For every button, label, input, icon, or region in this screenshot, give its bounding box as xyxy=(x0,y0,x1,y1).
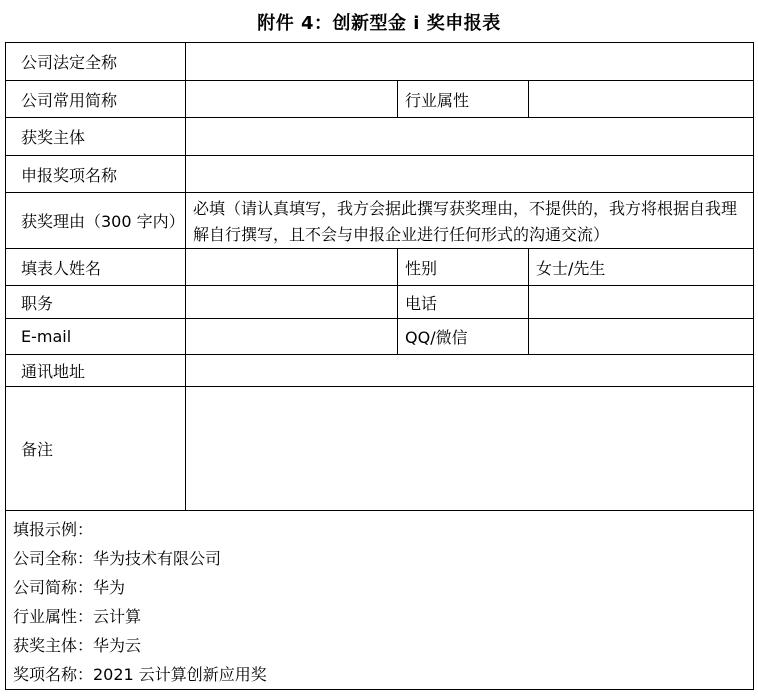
industry-input-cell[interactable] xyxy=(529,81,754,118)
example-heading: 填报示例： xyxy=(13,520,94,539)
position-input-cell[interactable] xyxy=(186,286,398,319)
page-title: 附件 4：创新型金 i 奖申报表 xyxy=(257,13,501,34)
filler-name-input-cell[interactable] xyxy=(186,249,398,286)
row-award-name xyxy=(6,156,754,193)
company-full-name-input-cell[interactable] xyxy=(186,43,754,81)
award-name-input-cell[interactable] xyxy=(186,156,754,193)
company-short-name-input-cell[interactable] xyxy=(186,81,398,118)
qq-wechat-label: QQ/微信 xyxy=(398,319,529,355)
phone-input-cell[interactable] xyxy=(529,286,754,319)
example-industry: 行业属性：云计算 xyxy=(13,607,142,626)
row-position-phone xyxy=(6,286,754,319)
row-address xyxy=(6,355,754,387)
remarks-label: 备注 xyxy=(6,387,186,511)
example-award-subject: 获奖主体：华为云 xyxy=(13,636,142,655)
example-award-name: 奖项名称：2021 云计算创新应用奖 xyxy=(13,665,267,684)
phone-label: 电话 xyxy=(398,286,529,319)
industry-label: 行业属性 xyxy=(398,81,529,118)
position-label: 职务 xyxy=(6,286,186,319)
example-company-short-name: 公司简称：华为 xyxy=(13,578,126,597)
award-name-label: 申报奖项名称 xyxy=(6,156,186,193)
application-form-table xyxy=(5,42,754,690)
remarks-input-cell[interactable] xyxy=(186,387,754,511)
row-remarks xyxy=(6,387,754,511)
award-subject-input-cell[interactable] xyxy=(186,118,754,156)
gender-label: 性别 xyxy=(398,249,529,286)
email-input-cell[interactable] xyxy=(186,319,398,355)
email-label: E-mail xyxy=(6,319,186,355)
row-award-subject xyxy=(6,118,754,156)
row-award-reason xyxy=(6,193,754,249)
row-example xyxy=(6,511,754,690)
gender-input-cell[interactable]: 女士/先生 xyxy=(529,249,754,286)
address-input-cell[interactable] xyxy=(186,355,754,387)
address-label: 通讯地址 xyxy=(6,355,186,387)
company-short-name-label: 公司常用简称 xyxy=(6,81,186,118)
example-block xyxy=(6,511,754,690)
company-full-name-label: 公司法定全称 xyxy=(6,43,186,81)
qq-wechat-input-cell[interactable] xyxy=(529,319,754,355)
row-filler-name xyxy=(6,249,754,286)
row-company-full-name xyxy=(6,43,754,81)
row-company-short-name xyxy=(6,81,754,118)
filler-name-label: 填表人姓名 xyxy=(6,249,186,286)
award-reason-label: 获奖理由（300 字内） xyxy=(6,193,186,249)
example-company-full-name: 公司全称：华为技术有限公司 xyxy=(13,549,222,568)
row-email-qq xyxy=(6,319,754,355)
award-reason-input-cell[interactable]: 必填（请认真填写，我方会据此撰写获奖理由，不提供的，我方将根据自我理解自行撰写，且不会与申报企业进行任何形式的沟通交流） xyxy=(186,193,754,249)
award-subject-label: 获奖主体 xyxy=(6,118,186,156)
